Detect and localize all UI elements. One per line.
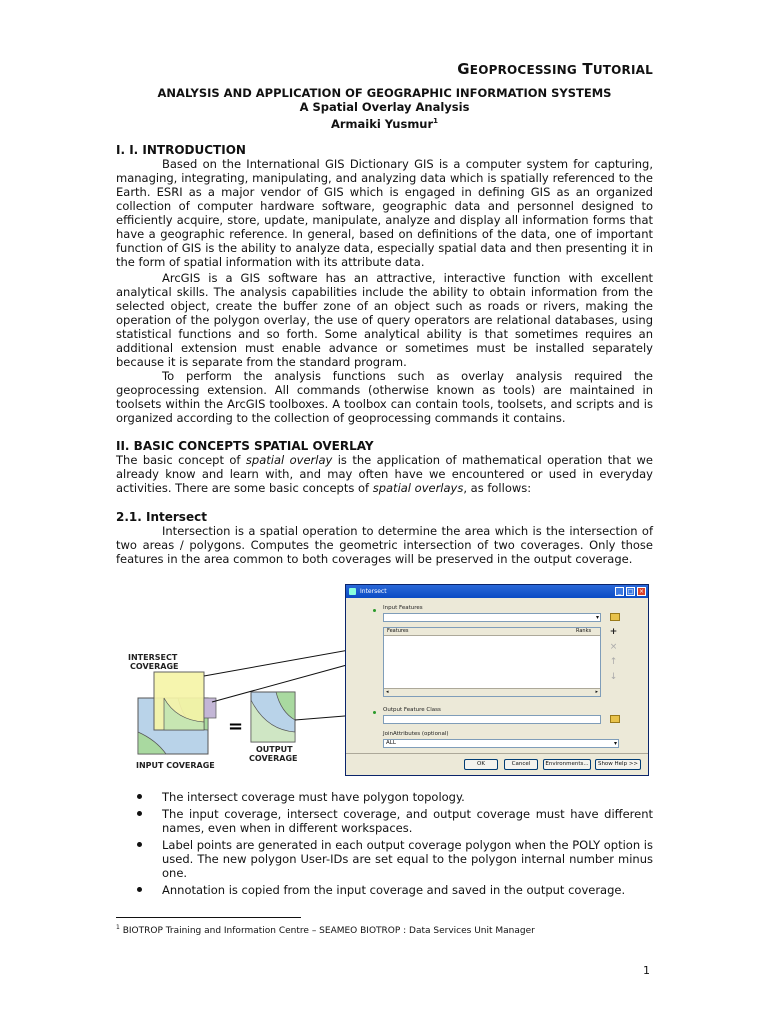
footnote: [116, 924, 535, 936]
required-icon: [373, 609, 376, 612]
input-coverage-label: INPUT COVERAGE: [136, 761, 215, 770]
overlay-text-1: The basic concept of: [116, 453, 246, 467]
dialog-divider: [346, 753, 648, 754]
join-attributes-label: JoinAttributes (optional): [383, 731, 449, 737]
ok-button[interactable]: OK: [464, 759, 498, 770]
section-2-1-heading: 2.1. Intersect: [116, 510, 207, 524]
intersect-coverage-label-2: COVERAGE: [130, 662, 179, 671]
author-footnote-mark: 1: [433, 117, 439, 125]
maximize-icon[interactable]: □: [627, 588, 634, 595]
output-coverage-label-1: OUTPUT: [256, 745, 293, 754]
intro-paragraph-2: ArcGIS is a GIS software has an attractive, interactive function with excellent analytical skills. The analysis capabilities include the ability to obtain information from the selected object, create the buffer zone of an object such as roads or rivers, making the operation of the polygon overlay, the use of query operators are relational databases, using statistical functions and so forth. Some analytical ability is that sometimes requires an additional extension must enable advance or sometimes must be installed separately because it is separate from the standard program.: [116, 271, 653, 369]
header-word1-rest: EOPROCESSING: [469, 63, 577, 77]
footnote-divider: [116, 917, 301, 918]
horizontal-scrollbar[interactable]: [384, 688, 600, 696]
features-table-header: [384, 628, 600, 636]
dialog-titlebar: [346, 585, 648, 598]
header-initial-t: T: [582, 60, 593, 78]
header-word2-rest: UTORIAL: [592, 63, 653, 77]
paper-title: ANALYSIS AND APPLICATION OF GEOGRAPHIC INFORMATION SYSTEMS: [157, 86, 612, 100]
remove-icon[interactable]: ×: [609, 642, 618, 652]
features-table[interactable]: [383, 627, 601, 697]
intro-paragraph-3: To perform the analysis functions such as overlay analysis required the geoprocessing extension. All commands (otherwise known as tools) are maintained in toolsets within the ArcGIS toolboxes. A toolbox can contain tools, toolsets, and scripts and is organized according to the collection of geoprocessing commands it contains.: [116, 369, 653, 425]
tool-icon: [349, 588, 356, 595]
author-name: Armaiki Yusmur: [330, 116, 434, 131]
overlay-text-3: , as follows:: [463, 481, 532, 495]
folder-open-icon[interactable]: [610, 613, 620, 621]
required-icon-2: [373, 711, 376, 714]
intersect-coverage-label-1: INTERSECT: [128, 653, 178, 662]
input-features-label: Input Features: [383, 605, 423, 611]
show-help-button[interactable]: Show Help >>: [595, 759, 641, 770]
bullet-icon: [137, 887, 142, 892]
list-item: [135, 883, 653, 897]
intro-paragraph-1: Based on the International GIS Dictionary GIS is a computer system for capturing, managing, integrating, manipulating, and analyzing data which is spatially referenced to the Earth. ESRI as a major vendor of GIS which is engaged in defining GIS as an organized collection of computer hardware software, geographic data and personnel designed to efficiently acquire, store, update, manipulate, analyze and display all information forms that have a geographic reference. In general, based on definitions of the data, one of important function of GIS is the ability to analyze data, especially spatial data and then presenting it in the form of spatial information with its attribute data.: [116, 157, 653, 269]
input-features-dropdown[interactable]: [383, 613, 601, 622]
minimize-icon[interactable]: _: [615, 587, 624, 596]
ranks-column-header: Ranks: [576, 628, 592, 634]
list-item-text: Label points are generated in each output coverage polygon when the POLY option is used. The new polygon User-IDs are set equal to the polygon internal number minus one.: [162, 838, 653, 880]
intersect-rules-list: [135, 790, 653, 900]
list-item: [135, 807, 653, 835]
close-icon[interactable]: ×: [638, 588, 645, 595]
bullet-icon: [137, 811, 142, 816]
overlay-text-2: is the application of mathematical operation that we already know and learn with, and may often have we encountered or used in everyday activities. There are some basic concepts of: [116, 453, 653, 495]
bullet-icon: [137, 794, 142, 799]
move-up-icon[interactable]: ↑: [609, 657, 618, 667]
author-line: [116, 114, 653, 131]
intersect-figure: [116, 580, 656, 780]
join-attributes-select[interactable]: [383, 739, 619, 748]
paper-subtitle: A Spatial Overlay Analysis: [299, 100, 470, 114]
intersect-dialog: [345, 584, 649, 776]
join-attributes-value: ALL: [386, 740, 396, 746]
intersect-paragraph: Intersection is a spatial operation to determine the area which is the intersection of two areas / polygons. Computes the geometric intersection of two coverages. Only those features in the area common to both coverages will be preserved in the output coverage.: [116, 524, 653, 566]
page-number: 1: [643, 964, 650, 977]
folder-open-icon-2[interactable]: [610, 715, 620, 723]
overlay-emphasis-2: spatial overlays: [372, 481, 464, 495]
output-feature-class-label: Output Feature Class: [383, 707, 441, 713]
section-1-heading: I. I. INTRODUCTION: [116, 143, 246, 157]
list-item: [135, 838, 653, 880]
cancel-button[interactable]: Cancel: [504, 759, 538, 770]
equals-sign: =: [228, 716, 244, 737]
add-icon[interactable]: +: [609, 627, 618, 637]
output-feature-class-input[interactable]: [383, 715, 601, 724]
dropdown-arrow-icon: ▾: [595, 614, 599, 621]
overlay-emphasis-1: spatial overlay: [245, 453, 333, 467]
environments-button[interactable]: Environments...: [543, 759, 591, 770]
section-2-heading: II. BASIC CONCEPTS SPATIAL OVERLAY: [116, 439, 374, 453]
features-column-header: Features: [387, 628, 409, 634]
spatial-overlay-paragraph: [116, 453, 653, 495]
dialog-title: Intersect: [360, 588, 387, 595]
list-item-text: The intersect coverage must have polygon topology.: [162, 790, 465, 804]
list-item-text: The input coverage, intersect coverage, and output coverage must have different names, even when in different workspaces.: [162, 807, 653, 835]
footnote-text: BIOTROP Training and Information Centre – SEAMEO BIOTROP : Data Services Unit Manager: [122, 926, 535, 936]
move-down-icon[interactable]: ↓: [609, 672, 618, 682]
footnote-mark: 1: [116, 924, 120, 931]
running-header: [457, 60, 653, 78]
dropdown-arrow-icon-2: ▾: [613, 740, 617, 747]
output-coverage-label-2: COVERAGE: [249, 754, 298, 763]
list-item: [135, 790, 653, 804]
scroll-right-icon[interactable]: ▸: [595, 689, 598, 695]
list-item-text: Annotation is copied from the input coverage and saved in the output coverage.: [162, 883, 626, 897]
bullet-icon: [137, 842, 142, 847]
scroll-left-icon[interactable]: ◂: [386, 689, 389, 695]
header-initial-g: G: [457, 60, 470, 78]
